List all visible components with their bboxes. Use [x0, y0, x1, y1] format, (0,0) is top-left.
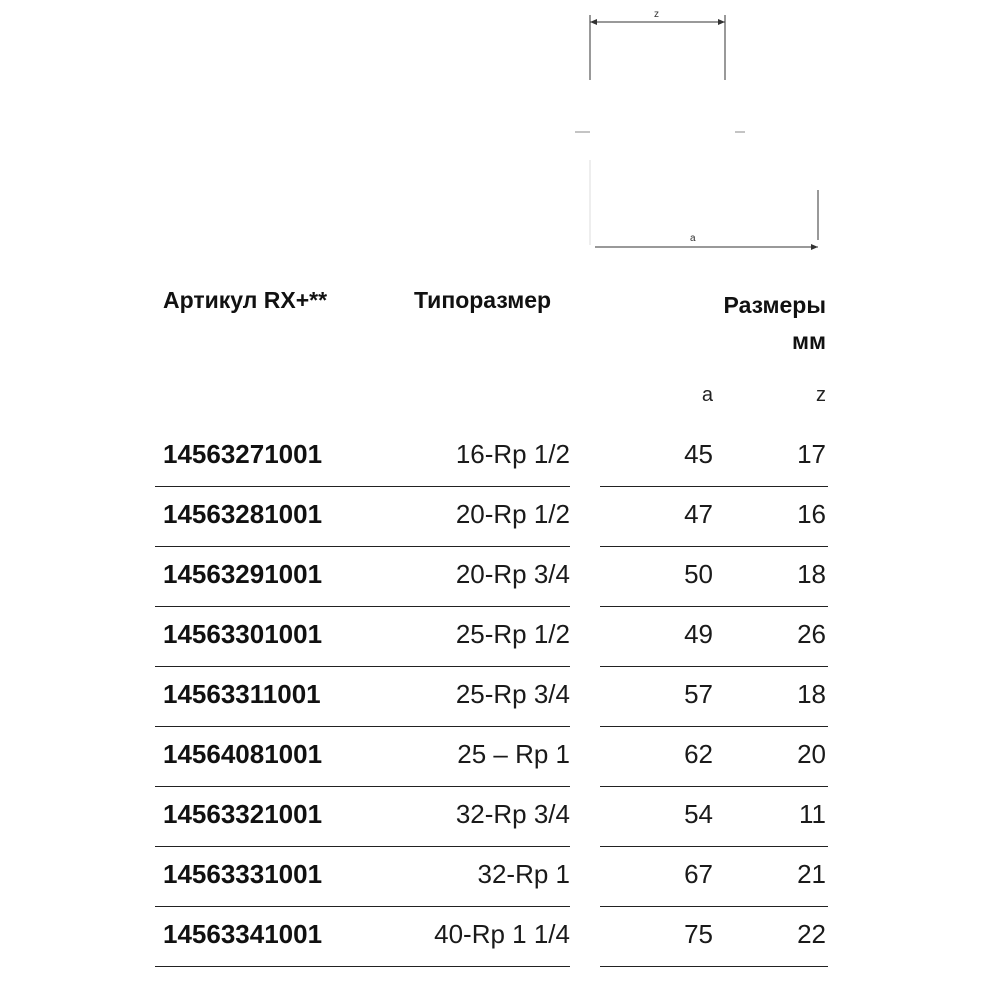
header-dimensions-unit: мм: [791, 328, 826, 354]
header-size: Типоразмер: [414, 287, 552, 313]
z-cell: 18: [797, 679, 826, 709]
z-cell: 11: [799, 799, 826, 829]
table-row: [0, 847, 1000, 907]
table-row: [0, 487, 1000, 547]
dimension-drawing: [570, 0, 840, 260]
table-row: [0, 727, 1000, 787]
header-col-z: z: [816, 384, 826, 406]
table-row: [0, 427, 1000, 487]
row-divider: [600, 966, 828, 967]
a-cell: 45: [684, 439, 713, 469]
size-cell: 25 – Rp 1: [457, 739, 570, 769]
table-row: [0, 667, 1000, 727]
article-cell: 14563301001: [163, 619, 323, 649]
header-dimensions: [724, 287, 826, 359]
dimension-diagram: [570, 0, 840, 260]
article-cell: 14563331001: [163, 859, 323, 889]
size-cell: 20-Rp 1/2: [455, 499, 570, 529]
z-cell: 22: [797, 919, 826, 949]
a-cell: 57: [684, 679, 713, 709]
article-cell: 14563311001: [163, 679, 321, 709]
row-divider: [155, 966, 373, 967]
size-cell: 32-Rp 1: [477, 859, 570, 889]
article-cell: 14563321001: [163, 799, 323, 829]
size-cell: 25-Rp 1/2: [455, 619, 570, 649]
a-cell: 67: [684, 859, 713, 889]
size-cell: 16-Rp 1/2: [455, 439, 570, 469]
size-cell: 40-Rp 1 1/4: [434, 919, 570, 949]
z-cell: 16: [797, 499, 826, 529]
z-cell: 21: [797, 859, 826, 889]
a-cell: 50: [684, 559, 713, 589]
table-row: [0, 607, 1000, 667]
a-cell: 47: [684, 499, 713, 529]
a-cell: 49: [684, 619, 713, 649]
size-cell: 32-Rp 3/4: [455, 799, 570, 829]
table-row: [0, 907, 1000, 967]
z-cell: 18: [797, 559, 826, 589]
article-cell: 14563281001: [163, 499, 323, 529]
article-cell: 14563271001: [163, 439, 323, 469]
size-cell: 25-Rp 3/4: [455, 679, 570, 709]
z-cell: 26: [797, 619, 826, 649]
header-dimensions-title: Размеры: [723, 292, 826, 318]
article-cell: 14563291001: [163, 559, 323, 589]
article-cell: 14563341001: [163, 919, 323, 949]
row-divider: [372, 966, 570, 967]
header-article: Артикул RX+**: [163, 287, 328, 313]
table-row: [0, 547, 1000, 607]
z-cell: 20: [797, 739, 826, 769]
size-cell: 20-Rp 3/4: [455, 559, 570, 589]
a-label: a: [690, 233, 696, 244]
a-cell: 54: [684, 799, 713, 829]
table-row: [0, 787, 1000, 847]
article-cell: 14564081001: [163, 739, 323, 769]
z-cell: 17: [797, 439, 826, 469]
header-col-a: a: [701, 384, 713, 406]
a-cell: 62: [684, 739, 713, 769]
a-cell: 75: [684, 919, 713, 949]
z-label: z: [654, 9, 659, 20]
